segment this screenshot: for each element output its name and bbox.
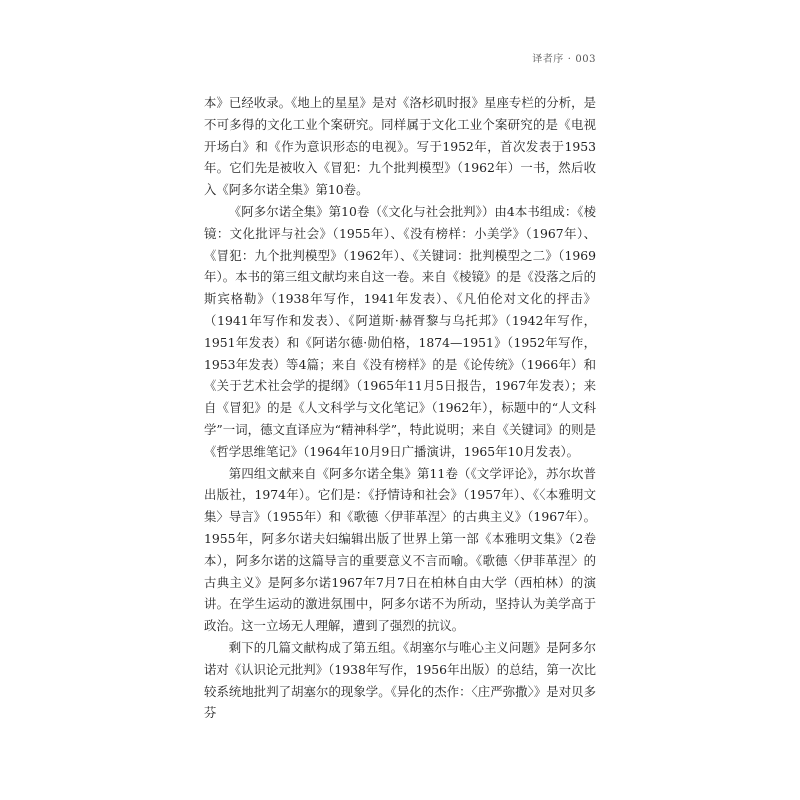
section-title: 译者序	[532, 54, 564, 65]
paragraph-1: 本》已经收录。《地上的星星》是对《洛杉矶时报》星座专栏的分析，是不可多得的文化工业个案研究。同样属于文化工业个案研究的是《电视开场白》和《作为意识形态的电视》。写于1952年，首次发表于1953年。它们先是被收入《冒犯：九个批判模型》（1962年）一书，然后收入《阿多尔诺全集》第10卷。	[204, 95, 596, 198]
paragraph-4: 剩下的几篇文献构成了第五组。《胡塞尔与唯心主义问题》是阿多尔诺对《认识论元批判》（1938年写作，1956年出版）的总结，第一次比较系统地批判了胡塞尔的现象学。《异化的杰作：〈庄严弥撒〉》是对贝多芬	[204, 639, 596, 721]
paragraph-2: 《阿多尔诺全集》第10卷（《文化与社会批判》）由4本书组成：《棱镜：文化批评与社会》（1955年）、《没有榜样：小美学》（1967年）、《冒犯：九个批判模型》（1962年）、《关键词：批判模型之二》（1969年）。本书的第三组文献均来自这一卷。来自《棱镜》的是《没落之后的斯宾格勒》（1938年写作，1941年发表）、《凡伯伦对文化的抨击》（1941年写作和发表）、《阿道斯·赫胥黎与乌托邦》（1942年写作，1951年发表）和《阿诺尔德·勋伯格，1874—1951》（1952年写作，1953年发表）等4篇；来自《没有榜样》的是《论传统》（1966年）和《关于艺术社会学的提纲》（1965年11月5日报告，1967年发表）；来自《冒犯》的是《人文科学与文化笔记》（1962年），标题中的“人文科学”一词，德文直译应为“精神科学”，特此说明；来自《关键词》的则是《哲学思维笔记》（1964年10月9日广播演讲，1965年10月发表）。	[204, 203, 596, 459]
page-number: 003	[575, 54, 596, 65]
paragraph-3: 第四组文献来自《阿多尔诺全集》第11卷（《文学评论》，苏尔坎普出版社，1974年）。它们是：《抒情诗和社会》（1957年）、《〈本雅明文集〉导言》（1955年）和《歌德〈伊菲革涅〉的古典主义》（1967年）。1955年，阿多尔诺夫妇编辑出版了世界上第一部《本雅明文集》（2卷本），阿多尔诺的这篇导言的重要意义不言而喻。《歌德〈伊菲革涅〉的古典主义》是阿多尔诺1967年7月7日在柏林自由大学（西柏林）的演讲。在学生运动的激进氛围中，阿多尔诺不为所动，坚持认为美学高于政治。这一立场无人理解，遭到了强烈的抗议。	[204, 465, 596, 634]
header-separator: ·	[567, 54, 572, 65]
running-head	[400, 50, 596, 65]
body-text	[204, 92, 596, 724]
